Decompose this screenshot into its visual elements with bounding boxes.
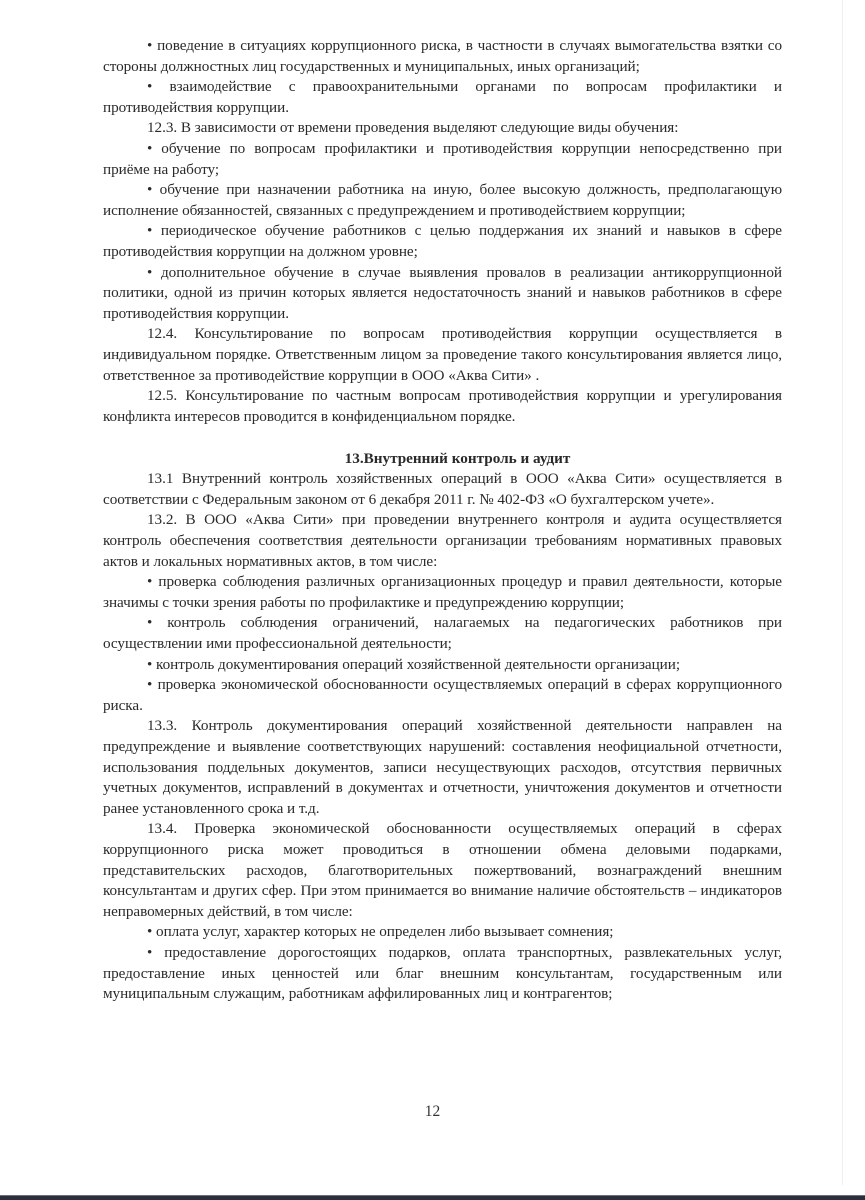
bullet-text: поведение в ситуациях коррупционного риска, в частности в случаях вымогательства взятки со стороны должностных лиц государственных и муниципальных, иных организаций; <box>103 37 783 75</box>
section-heading: 13.Внутренний контроль и аудит <box>344 450 571 468</box>
bullet-text: обучение по вопросам профилактики и противодействия коррупции непосредственно при приёме на работу; <box>103 139 782 178</box>
bullet-item <box>103 613 782 654</box>
page-number: 12 <box>424 1103 441 1120</box>
bullet-item <box>103 36 782 77</box>
document-page <box>103 36 782 1005</box>
bullet-icon: • <box>147 943 153 961</box>
paragraph: 13.2. В ООО «Аква Сити» при проведении внутреннего контроля и аудита осуществляется контроль обеспечения соответствия деятельности организации требованиям нормативных правовых актов и локальных нормативных актов, в том числе: <box>103 511 782 570</box>
bullet-item <box>103 922 782 943</box>
bullet-item <box>103 572 782 613</box>
bullet-item <box>103 263 782 325</box>
bullet-text: контроль документирования операций хозяйственной деятельности организации; <box>156 655 680 673</box>
bullet-icon: • <box>147 181 153 199</box>
section-13-body <box>103 469 782 1004</box>
bullet-icon: • <box>147 923 153 941</box>
bullet-text: проверка соблюдения различных организационных процедур и правил деятельности, которые значимы с точки зрения работы по профилактике и предупреждению коррупции; <box>103 573 782 611</box>
bullet-text: предоставление дорогостоящих подарков, оплата транспортных, развлекательных услуг, предоставление иных ценностей или благ внешним консультантам, государственным или муниципальным служащим, работникам аффилированных лиц и контрагентов; <box>103 943 782 1003</box>
bullet-item <box>103 655 782 676</box>
bullet-item <box>103 221 782 262</box>
paragraph: 13.1 Внутренний контроль хозяйственных операций в ООО «Аква Сити» осуществляется в соответствии с Федеральным законом от 6 декабря 2011 г. № 402-ФЗ «О бухгалтерском учете». <box>103 470 782 508</box>
bullet-icon: • <box>147 139 153 157</box>
bullet-text: обучение при назначении работника на иную, более высокую должность, предполагающую исполнение обязанностей, связанных с предупреждением и противодействием коррупции; <box>103 181 783 219</box>
paragraph: 12.4. Консультирование по вопросам противодействия коррупции осуществляется в индивидуальном порядке. Ответственным лицом за проведение такого консультирования является лицо, ответственное за противодействие коррупции в ООО «Аква Сити» . <box>103 325 782 384</box>
bullet-icon: • <box>147 573 153 591</box>
bullet-text: периодическое обучение работников с целью поддержания их знаний и навыков в сфере противодействия коррупции на должном уровне; <box>103 222 782 260</box>
scan-bottom-border <box>0 1195 865 1200</box>
bullet-item <box>103 180 782 221</box>
bullet-text: проверка экономической обоснованности осуществляемых операций в сферах коррупционного риска. <box>103 676 782 714</box>
paragraph: 13.3. Контроль документирования операций хозяйственной деятельности направлен на предупреждение и выявление соответствующих нарушений: составления неофициальной отчетности, использования поддельных документов, записи несуществующих расходов, отсутствия первичных учетных документов, исправлений в документах и отчетности, уничтожения документов и отчетности ранее установленного срока и т.д. <box>103 717 782 817</box>
paragraph: 13.4. Проверка экономической обоснованности осуществляемых операций в сферах коррупционного риска может проводиться в отношении обмена деловыми подарками, представительских расходов, благотворительных пожертвований, вознаграждений внешним консультантам и других сфер. При этом принимается во внимание наличие обстоятельств – индикаторов неправомерных действий, в том числе: <box>103 820 782 920</box>
bullet-item <box>103 139 782 180</box>
bullet-text: взаимодействие с правоохранительными органами по вопросам профилактики и противодействия коррупции. <box>103 78 782 116</box>
section-12-continuation <box>103 36 782 427</box>
bullet-icon: • <box>147 263 153 281</box>
bullet-item <box>103 943 782 1005</box>
scan-edge-line <box>842 0 843 1185</box>
paragraph: 12.3. В зависимости от времени проведения выделяют следующие виды обучения: <box>147 119 679 137</box>
bullet-text: контроль соблюдения ограничений, налагаемых на педагогических работников при осуществлении ими профессиональной деятельности; <box>103 614 782 653</box>
bullet-text: оплата услуг, характер которых не определен либо вызывает сомнения; <box>156 923 614 941</box>
bullet-icon: • <box>147 655 153 673</box>
bullet-text: дополнительное обучение в случае выявления провалов в реализации антикоррупционной политики, одной из причин которых является недостаточность знаний и навыков работников в сфере противодействия коррупции. <box>103 263 783 322</box>
bullet-item <box>103 675 782 716</box>
bullet-item <box>103 77 782 118</box>
bullet-icon: • <box>147 614 153 632</box>
bullet-icon: • <box>147 676 153 694</box>
bullet-icon: • <box>147 78 153 96</box>
paragraph: 12.5. Консультирование по частным вопросам противодействия коррупции и урегулирования конфликта интересов проводится в конфиденциальном порядке. <box>103 387 782 425</box>
bullet-icon: • <box>147 37 153 54</box>
bullet-icon: • <box>147 222 153 240</box>
